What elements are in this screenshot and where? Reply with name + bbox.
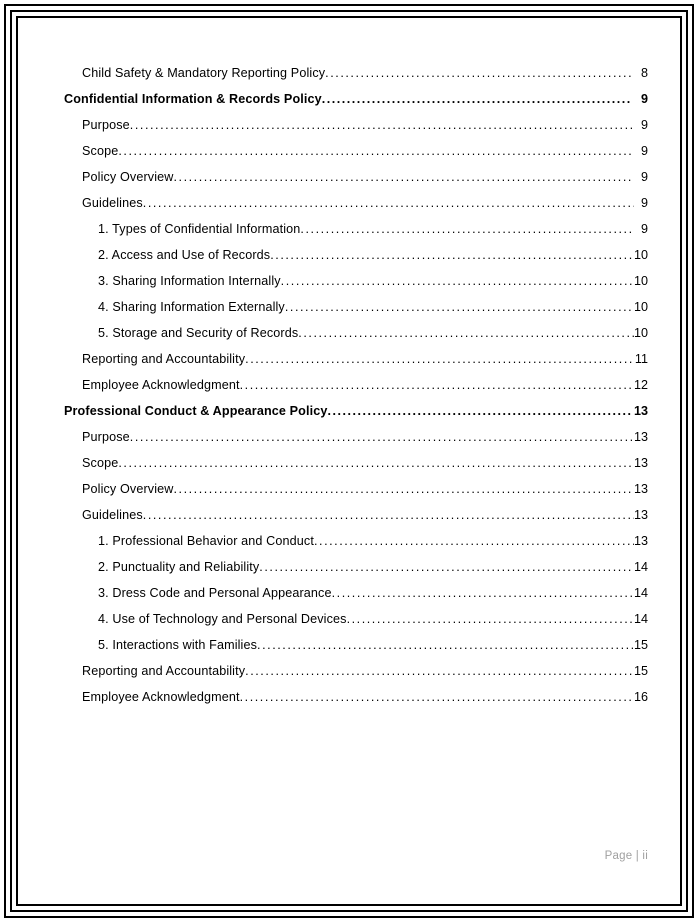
toc-entry-title: Purpose (82, 118, 130, 132)
toc-entry-title: Guidelines (82, 508, 143, 522)
toc-entry[interactable] (24, 580, 674, 606)
toc-dot-leader (347, 613, 634, 626)
toc-dot-leader (118, 457, 634, 470)
toc-entry-page-number: 13 (633, 456, 648, 470)
toc-entry[interactable] (24, 554, 674, 580)
toc-entry-title: 3. Sharing Information Internally (98, 274, 281, 288)
toc-entry[interactable] (24, 294, 674, 320)
toc-entry-title: 3. Dress Code and Personal Appearance (98, 586, 332, 600)
toc-entry-title: 2. Access and Use of Records (98, 248, 271, 262)
toc-dot-leader (314, 535, 634, 548)
toc-entry-title: 4. Use of Technology and Personal Devices (98, 612, 347, 626)
toc-dot-leader (130, 431, 634, 444)
toc-entry[interactable] (24, 320, 674, 346)
toc-entry[interactable] (24, 164, 674, 190)
toc-entry[interactable] (24, 528, 674, 554)
toc-dot-leader (173, 171, 634, 184)
toc-dot-leader (143, 197, 634, 210)
page-footer: Page | ii (604, 850, 648, 862)
toc-entry[interactable] (24, 476, 674, 502)
toc-entry[interactable] (24, 606, 674, 632)
toc-entry-page-number: 8 (640, 66, 648, 80)
toc-entry-page-number: 14 (633, 612, 648, 626)
toc-entry-title: Policy Overview (82, 170, 174, 184)
toc-dot-leader (173, 483, 634, 496)
toc-entry[interactable] (24, 242, 674, 268)
toc-entry-page-number: 13 (633, 404, 648, 418)
toc-entry-page-number: 10 (633, 248, 648, 262)
table-of-contents (24, 60, 674, 710)
toc-entry[interactable] (24, 346, 674, 372)
toc-entry-page-number: 9 (640, 92, 648, 106)
toc-entry-page-number: 13 (633, 430, 648, 444)
toc-dot-leader (143, 509, 634, 522)
page-content (24, 24, 674, 898)
toc-entry[interactable] (24, 684, 674, 710)
toc-entry-title: Confidential Information & Records Policy (64, 92, 322, 106)
toc-dot-leader (130, 119, 634, 132)
toc-entry-title: Policy Overview (82, 482, 174, 496)
toc-entry[interactable] (24, 372, 674, 398)
toc-entry-page-number: 10 (633, 300, 648, 314)
toc-dot-leader (240, 691, 634, 704)
toc-entry[interactable] (24, 658, 674, 684)
toc-entry[interactable] (24, 502, 674, 528)
toc-entry-page-number: 9 (640, 196, 648, 210)
toc-dot-leader (298, 327, 634, 340)
toc-entry[interactable] (24, 450, 674, 476)
toc-entry-title: 4. Sharing Information Externally (98, 300, 285, 314)
toc-entry[interactable] (24, 138, 674, 164)
toc-entry-page-number: 12 (633, 378, 648, 392)
toc-dot-leader (240, 379, 634, 392)
toc-dot-leader (257, 639, 634, 652)
toc-dot-leader (270, 249, 634, 262)
toc-dot-leader (300, 223, 634, 236)
toc-entry[interactable] (24, 86, 674, 112)
toc-entry-title: Reporting and Accountability (82, 664, 246, 678)
toc-entry[interactable] (24, 424, 674, 450)
toc-entry-page-number: 9 (640, 222, 648, 236)
toc-entry-title: Guidelines (82, 196, 143, 210)
toc-dot-leader (332, 587, 634, 600)
toc-entry-page-number: 15 (633, 638, 648, 652)
toc-entry-page-number: 9 (640, 170, 648, 184)
toc-entry-page-number: 9 (640, 144, 648, 158)
toc-entry-title: Scope (82, 144, 119, 158)
toc-entry-page-number: 13 (633, 508, 648, 522)
toc-entry-title: Professional Conduct & Appearance Policy (64, 404, 328, 418)
toc-entry[interactable] (24, 632, 674, 658)
toc-dot-leader (118, 145, 634, 158)
toc-dot-leader (285, 301, 634, 314)
toc-dot-leader (245, 665, 634, 678)
toc-entry[interactable] (24, 112, 674, 138)
toc-entry-page-number: 10 (633, 274, 648, 288)
toc-dot-leader (322, 93, 631, 106)
toc-entry-title: Scope (82, 456, 119, 470)
toc-entry-title: 5. Storage and Security of Records (98, 326, 299, 340)
toc-entry[interactable] (24, 216, 674, 242)
toc-entry-title: Employee Acknowledgment (82, 690, 240, 704)
toc-entry-page-number: 14 (633, 560, 648, 574)
toc-entry-title: Reporting and Accountability (82, 352, 246, 366)
toc-entry-title: 5. Interactions with Families (98, 638, 258, 652)
toc-entry-title: 2. Punctuality and Reliability (98, 560, 260, 574)
toc-entry[interactable] (24, 190, 674, 216)
toc-dot-leader (259, 561, 634, 574)
toc-entry-title: Employee Acknowledgment (82, 378, 240, 392)
toc-entry-title: 1. Professional Behavior and Conduct (98, 534, 314, 548)
toc-entry[interactable] (24, 398, 674, 424)
toc-entry-page-number: 9 (640, 118, 648, 132)
toc-dot-leader (281, 275, 634, 288)
toc-entry-page-number: 13 (633, 534, 648, 548)
toc-entry-title: 1. Types of Confidential Information (98, 222, 301, 236)
toc-entry-title: Child Safety & Mandatory Reporting Policy (82, 66, 326, 80)
toc-entry-page-number: 16 (633, 690, 648, 704)
toc-dot-leader (325, 67, 634, 80)
toc-entry-title: Purpose (82, 430, 130, 444)
toc-entry-page-number: 13 (633, 482, 648, 496)
toc-entry-page-number: 10 (633, 326, 648, 340)
toc-dot-leader (245, 353, 634, 366)
toc-dot-leader (328, 405, 631, 418)
toc-entry-page-number: 11 (634, 352, 648, 366)
toc-entry[interactable] (24, 268, 674, 294)
toc-entry-page-number: 15 (633, 664, 648, 678)
toc-entry-page-number: 14 (633, 586, 648, 600)
toc-entry[interactable] (24, 60, 674, 86)
